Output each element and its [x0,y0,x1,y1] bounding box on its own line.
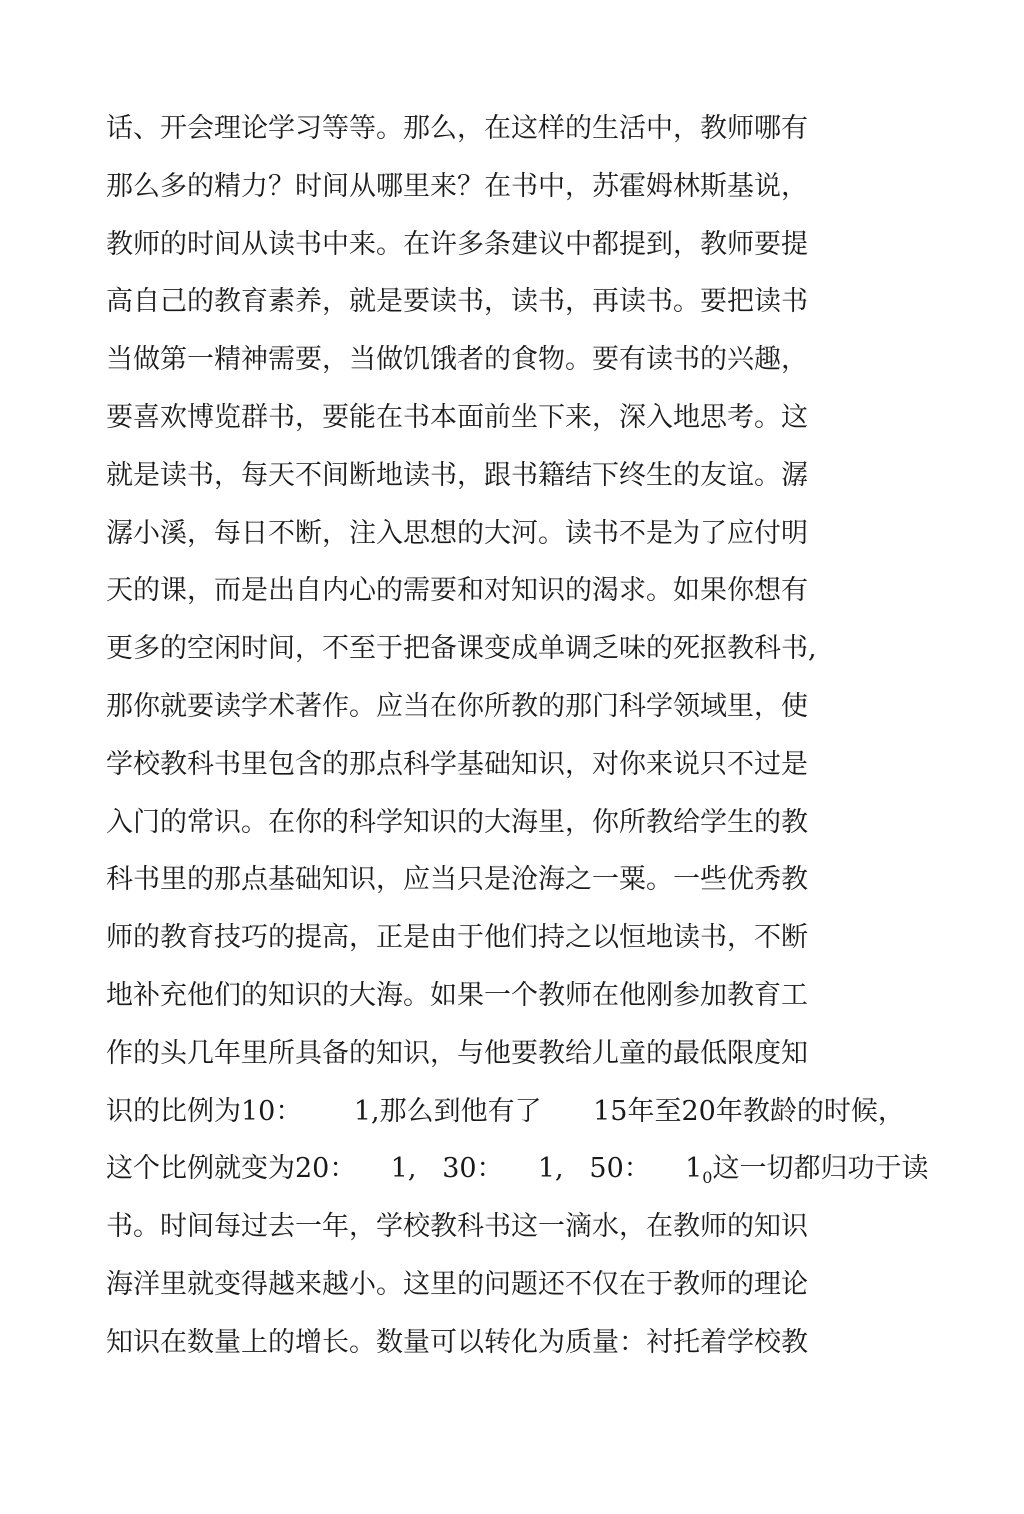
text-line-19-subscript: 0 [702,1168,713,1188]
text-line-13: 入门的常识。在你的科学知识的大海里，你所教给学生的教 [106,806,808,838]
text-line-5: 当做第一精神需要，当做饥饿者的食物。要有读书的兴趣， [106,344,808,376]
text-line-20: 书。时间每过去一年，学校教科书这一滴水，在教师的知识 [106,1211,808,1243]
text-line-21: 海洋里就变得越来越小。这里的问题还不仅在于教师的理论 [106,1268,808,1300]
text-line-9: 天的课，而是出自内心的需要和对知识的渴求。如果你想有 [106,575,808,607]
text-line-19 [106,1147,986,1205]
text-line-6: 要喜欢博览群书，要能在书本面前坐下来，深入地思考。这 [106,401,808,433]
text-line-2: 那么多的精力？时间从哪里来？在书中，苏霍姆林斯基说， [106,170,808,202]
text-line-14: 科书里的那点基础知识，应当只是沧海之一粟。一些优秀教 [106,864,808,896]
text-line-7: 就是读书，每天不间断地读书，跟书籍结下终生的友谊。潺 [106,459,808,491]
text-line-3: 教师的时间从读书中来。在许多条建议中都提到，教师要提 [106,228,808,260]
text-line-10: 更多的空闲时间，不至于把备课变成单调乏味的死抠教科书, [106,633,817,665]
text-line-19-after: 这一切都归功于读 [712,1153,929,1185]
text-line-11: 那你就要读学术著作。应当在你所教的那门科学领域里，使 [106,690,808,722]
text-line-1: 话、开会理论学习等等。那么，在这样的生活中，教师哪有 [106,113,808,144]
text-line-22: 知识在数量上的增长。数量可以转化为质量：衬托着学校教 [106,1326,808,1358]
body-text [106,107,986,1379]
text-line-8: 潺小溪，每日不断，注入思想的大河。读书不是为了应付明 [106,517,808,549]
text-line-19-before: 这个比例就变为20： 1, 30： 1, 50： 1 [106,1153,703,1185]
text-line-18: 识的比例为10： 1,那么到他有了 15年至20年教龄的时候， [106,1095,905,1127]
text-line-12: 学校教科书里包含的那点科学基础知识，对你来说只不过是 [106,748,808,780]
text-line-15: 师的教育技巧的提高，正是由于他们持之以恒地读书，不断 [106,922,808,954]
text-line-16: 地补充他们的知识的大海。如果一个教师在他刚参加教育工 [106,979,808,1011]
text-line-4: 高自己的教育素养，就是要读书，读书，再读书。要把读书 [106,286,808,318]
text-line-17: 作的头几年里所具备的知识，与他要教给儿童的最低限度知 [106,1037,808,1069]
